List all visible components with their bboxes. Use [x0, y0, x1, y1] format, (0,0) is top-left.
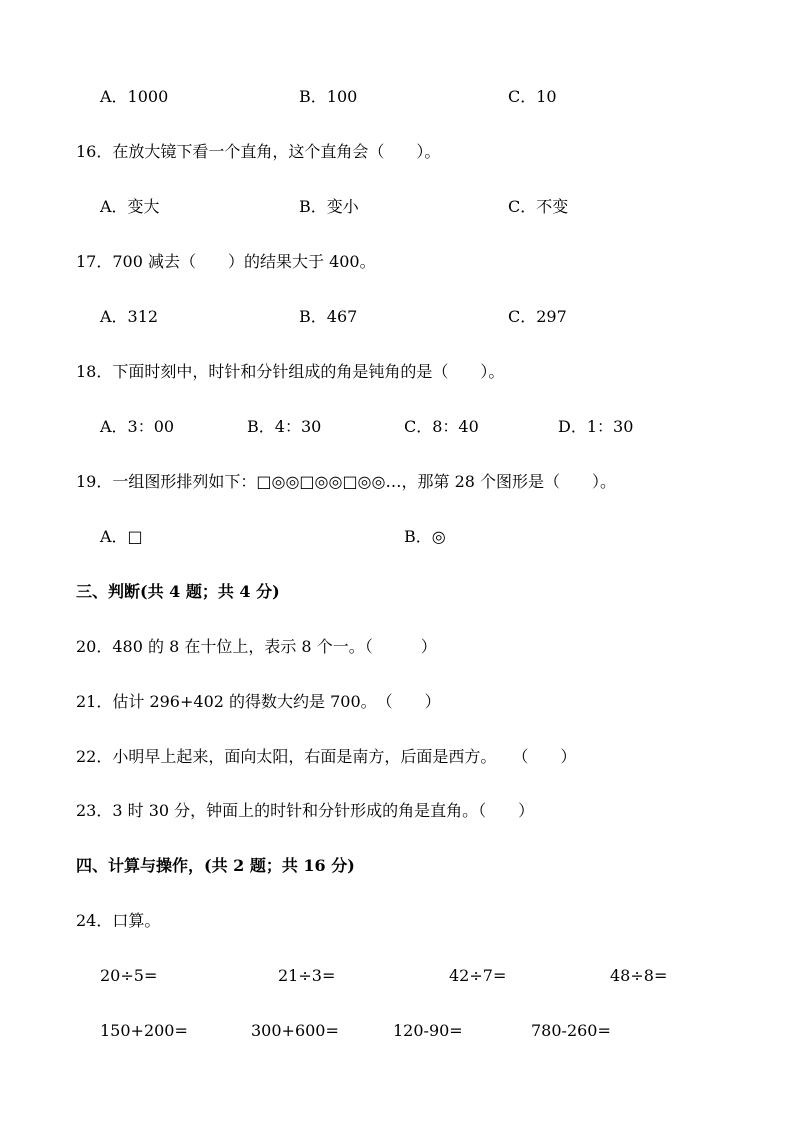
q21-stem: 21．估计 296+402 的得数大约是 700。 （ ） [76, 692, 441, 711]
q24-expression: 42÷7= [449, 966, 507, 985]
q17-option-a: A．312 [100, 307, 159, 326]
q18-option-c: C．8：40 [404, 417, 479, 436]
q19-option-b: B．◎ [404, 527, 446, 546]
section-3-heading: 三、判断(共 4 题；共 4 分) [76, 582, 280, 601]
q24-expression: 48÷8= [610, 966, 668, 985]
section-4-heading: 四、计算与操作，(共 2 题；共 16 分) [76, 856, 355, 875]
q15-option-a: A．1000 [100, 87, 169, 106]
q16-stem: 16．在放大镜下看一个直角，这个直角会（ ）。 [76, 142, 441, 161]
q16-option-c: C．不变 [508, 197, 569, 216]
q18-option-a: A．3：00 [100, 417, 175, 436]
q18-option-b: B．4：30 [247, 417, 322, 436]
q17-option-c: C．297 [508, 307, 567, 326]
q18-option-d: D．1：30 [558, 417, 634, 436]
q17-stem: 17．700 减去（ ）的结果大于 400。 [76, 252, 376, 271]
q24-expression: 150+200= [100, 1021, 188, 1040]
q24-expression: 300+600= [251, 1021, 339, 1040]
q15-option-b: B．100 [299, 87, 358, 106]
q19-option-a: A．□ [100, 527, 143, 546]
q22-stem: 22．小明早上起来，面向太阳，右面是南方，后面是西方。 （ ） [76, 747, 577, 766]
q16-option-b: B．变小 [299, 197, 359, 216]
q18-stem: 18．下面时刻中，时针和分针组成的角是钝角的是（ ）。 [76, 362, 505, 381]
q15-option-c: C．10 [508, 87, 557, 106]
q23-stem: 23．3 时 30 分，钟面上的时针和分针形成的角是直角。（ ） [76, 801, 535, 820]
q24-expression: 21÷3= [278, 966, 336, 985]
q24-expression: 780-260= [531, 1021, 611, 1040]
q20-stem: 20．480 的 8 在十位上，表示 8 个一。（ ） [76, 637, 437, 656]
q24-expression: 120-90= [393, 1021, 463, 1040]
q19-stem: 19．一组图形排列如下：□◎◎□◎◎□◎◎…，那第 28 个图形是（ ）。 [76, 472, 617, 491]
q24-stem: 24．口算。 [76, 911, 161, 930]
q16-option-a: A．变大 [100, 197, 160, 216]
q17-option-b: B．467 [299, 307, 358, 326]
q24-expression: 20÷5= [100, 966, 158, 985]
